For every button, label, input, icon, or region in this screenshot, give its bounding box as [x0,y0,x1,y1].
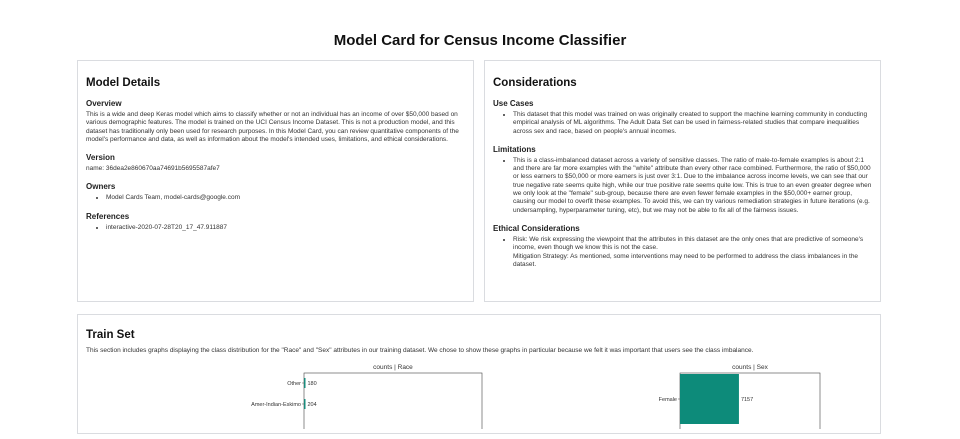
chart-bar [304,399,306,409]
limitations-list [493,157,872,215]
considerations-heading: Considerations [493,77,577,89]
chart-axes-frame [304,373,482,429]
chart-category-label: Amer-Indian-Eskimo [251,402,301,408]
chart-bar [680,374,739,424]
considerations-card [484,60,881,302]
chart-category-label: Female [658,397,677,403]
owners-heading: Owners [86,182,116,192]
references-heading: References [86,211,130,221]
references-list [86,224,465,232]
train-set-heading: Train Set [86,329,135,341]
charts-area [78,359,882,439]
model-details-heading: Model Details [86,77,161,89]
chart-value-label: 204 [307,402,317,408]
overview-heading: Overview [86,99,122,108]
limitation-item: • This is a class-imbalanced dataset across a variety of sensitive classes. The ratio of male-to-female examples is about 2:1 and there are far more examples with the "white" attribute than every other race combined. Furthermore, the ratio of $50,000 or less earners to $50,000 or more earners is just over 3:1. Due to the imbalance across income levels, we can see that our true negative rate seems quite high, while our true positive rate seems quite low. This is true to an even greater degree when we only look at the "female" sub-group, because there are even fewer female examples in the $50,000+ earner group, causing our model to overfit these examples. To avoid this, we can try various remediation strategies in future iterations (e.g. undersampling, hyperparameter tuning, etc), but we may not be able to fix all of the fairness issues. [513,157,872,215]
race-chart [178,359,538,429]
ethical-considerations-heading: Ethical Considerations [493,223,580,233]
version-heading: Version [86,153,115,163]
train-set-card [77,314,881,434]
chart-title: counts | Race [373,364,413,371]
sex-chart [558,359,878,429]
limitations-heading: Limitations [493,144,536,154]
use-cases-heading: Use Cases [493,99,534,108]
ethical-risk: Risk: We risk expressing the viewpoint that the attributes in this dataset are the only ones that are predictive of someone's income, even though we know this is not the case. [513,235,864,252]
chart-title: counts | Sex [732,364,768,371]
chart-value-label: 180 [307,381,317,387]
model-details-card [77,60,474,302]
ethical-mitigation: Mitigation Strategy: As mentioned, some interventions may need to be performed to address the class imbalances in the dataset. [513,252,859,268]
page-title: Model Card for Census Income Classifier [333,32,627,49]
chart-value-label: 7157 [740,397,754,403]
version-text: name: 36dea2e860670aa74691b5695587afe7 [86,165,220,173]
owner-item: • Model Cards Team, model-cards@google.com [106,194,465,202]
owners-list [86,194,465,202]
overview-text: This is a wide and deep Keras model which aims to classify whether or not an individual has an income of over $50,000 based on various demographic features. The model is trained on the UCI Census Income Dataset. This is not a production model, and this dataset has traditionally only been used for research purposes. In this Model Card, you can review quantitative components of the model's performance and data, as well as information about the model's intended uses, limitations, and ethical considerations. [86,111,459,143]
use-cases-list [493,111,872,136]
reference-item: • interactive-2020-07-28T20_17_47.911887 [106,224,465,232]
chart-bar [304,378,306,388]
ethical-list [493,236,872,269]
train-set-description: This section includes graphs displaying the class distribution for the "Race" and "Sex" attributes in our training dataset. We chose to show these graphs in particular because we felt it was important that users see the class imbalance. [86,347,754,354]
use-case-item: • This dataset that this model was trained on was originally created to support the machine learning community in conducting empirical analysis of ML algorithms. The Adult Data Set can be used in fairness-related studies that compare inequalities across sex and race, based on people's annual incomes. [513,111,872,136]
chart-category-label: Other [287,381,301,387]
ethical-item [513,236,872,269]
